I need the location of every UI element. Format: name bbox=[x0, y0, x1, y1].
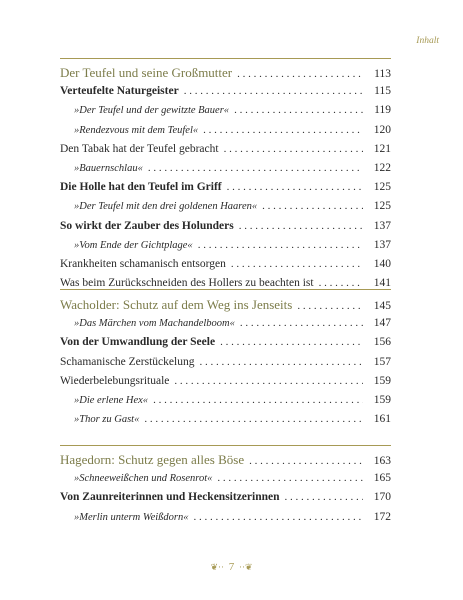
toc-entry[interactable] bbox=[60, 236, 391, 255]
toc-entry-title: »Das Märchen vom Machandelboom« bbox=[74, 318, 235, 330]
section-rule bbox=[60, 58, 391, 59]
toc-entry[interactable] bbox=[60, 469, 391, 488]
toc-entry[interactable] bbox=[60, 197, 391, 216]
dot-leader bbox=[239, 217, 363, 236]
toc-entry[interactable] bbox=[60, 255, 391, 274]
toc-entry-title: Hagedorn: Schutz gegen alles Böse bbox=[60, 452, 245, 467]
toc-entry-page: 159 bbox=[373, 393, 391, 406]
toc-section bbox=[60, 63, 391, 293]
toc-entry-title: Die Holle hat den Teufel im Griff bbox=[60, 181, 222, 194]
dot-leader bbox=[153, 391, 363, 410]
toc-entry[interactable] bbox=[60, 178, 391, 197]
ornament-left-icon: ❦·· bbox=[210, 562, 224, 572]
toc-entry-title: Wacholder: Schutz auf dem Weg ins Jenseits bbox=[60, 297, 293, 312]
dot-leader bbox=[224, 140, 363, 159]
toc-entry-page: 119 bbox=[374, 104, 391, 117]
toc-entry[interactable] bbox=[60, 508, 391, 527]
toc-entry-page: 122 bbox=[373, 161, 391, 174]
toc-entry[interactable] bbox=[60, 140, 391, 159]
toc-entry-title: Was beim Zurückschneiden des Hollers zu beachten ist bbox=[60, 277, 314, 290]
toc-entry[interactable] bbox=[60, 159, 391, 178]
toc-entry-title: So wirkt der Zauber des Holunders bbox=[60, 219, 234, 232]
toc-section bbox=[60, 295, 391, 429]
toc-entry-page: 113 bbox=[374, 68, 391, 80]
toc-entry-page: 172 bbox=[373, 510, 391, 523]
toc-entry-page: 140 bbox=[373, 257, 391, 270]
page-folio bbox=[0, 561, 463, 573]
toc-entry-page: 161 bbox=[373, 413, 391, 426]
toc-entry-title: Wiederbelebungsrituale bbox=[60, 374, 170, 387]
toc-entry[interactable] bbox=[60, 410, 391, 429]
toc-section bbox=[60, 450, 391, 527]
toc-entry-page: 121 bbox=[373, 142, 391, 155]
toc-entry[interactable] bbox=[60, 295, 391, 314]
toc-entry-title: »Merlin unterm Weißdorn« bbox=[74, 511, 189, 523]
toc-entry-title: »Die erlene Hex« bbox=[74, 394, 149, 406]
dot-leader bbox=[240, 314, 363, 333]
dot-leader bbox=[198, 236, 363, 255]
toc-entry-page: 141 bbox=[373, 277, 391, 290]
toc-entry-page: 159 bbox=[373, 374, 391, 387]
dot-leader bbox=[319, 274, 363, 293]
dot-leader bbox=[148, 159, 363, 178]
toc-entry-page: 115 bbox=[374, 85, 391, 98]
toc-entry[interactable] bbox=[60, 314, 391, 333]
dot-leader bbox=[285, 488, 364, 507]
toc-entry[interactable] bbox=[60, 217, 391, 236]
toc-entry-page: 163 bbox=[373, 455, 391, 467]
toc-entry[interactable] bbox=[60, 101, 391, 120]
toc-entry-title: Schamanische Zerstückelung bbox=[60, 355, 195, 368]
dot-leader bbox=[234, 101, 363, 120]
toc-entry-page: 170 bbox=[373, 491, 391, 504]
toc-entry-page: 137 bbox=[373, 238, 391, 251]
toc-entry-title: Verteufelte Naturgeister bbox=[60, 85, 179, 98]
toc-entry-title: Krankheiten schamanisch entsorgen bbox=[60, 257, 226, 270]
toc-entry-page: 137 bbox=[373, 219, 391, 232]
running-head: Inhalt bbox=[416, 36, 439, 46]
toc-entry[interactable] bbox=[60, 372, 391, 391]
toc-entry[interactable] bbox=[60, 63, 391, 82]
dot-leader bbox=[217, 469, 363, 488]
toc-entry[interactable] bbox=[60, 121, 391, 140]
dot-leader bbox=[231, 255, 363, 274]
toc-entry-title: Von Zaunreiterinnen und Heckensitzerinnen bbox=[60, 491, 280, 504]
toc-entry-title: »Der Teufel und der gewitzte Bauer« bbox=[74, 105, 230, 117]
dot-leader bbox=[194, 508, 363, 527]
toc-entry[interactable] bbox=[60, 353, 391, 372]
toc-entry[interactable] bbox=[60, 82, 391, 101]
toc-entry-page: 156 bbox=[373, 336, 391, 349]
toc-entry-page: 125 bbox=[373, 200, 391, 213]
toc-entry-title: »Bauernschlau« bbox=[74, 162, 143, 174]
toc-entry[interactable] bbox=[60, 450, 391, 469]
toc-entry[interactable] bbox=[60, 488, 391, 507]
dot-leader bbox=[227, 178, 363, 197]
toc-entry-title: »Thor zu Gast« bbox=[74, 414, 140, 426]
toc-entry-title: Von der Umwandlung der Seele bbox=[60, 336, 216, 349]
toc-entry-title: »Der Teufel mit den drei goldenen Haaren« bbox=[74, 201, 258, 213]
toc-entry[interactable] bbox=[60, 333, 391, 352]
dot-leader bbox=[220, 333, 363, 352]
dot-leader bbox=[262, 197, 363, 216]
dot-leader bbox=[184, 82, 363, 101]
toc-entry-page: 145 bbox=[373, 300, 391, 312]
toc-entry-page: 125 bbox=[373, 181, 391, 194]
toc-entry-page: 120 bbox=[373, 123, 391, 136]
section-rule bbox=[60, 445, 391, 446]
toc-entry-page: 165 bbox=[373, 472, 391, 485]
toc-entry-title: Der Teufel und seine Großmutter bbox=[60, 65, 233, 80]
toc-entry[interactable] bbox=[60, 391, 391, 410]
toc-entry-title: »Vom Ende der Gichtplage« bbox=[74, 239, 193, 251]
toc-entry-title: Den Tabak hat der Teufel gebracht bbox=[60, 142, 219, 155]
page-number: 7 bbox=[228, 561, 235, 573]
ornament-right-icon: ··❦ bbox=[239, 562, 253, 572]
toc-entry-title: »Rendezvous mit dem Teufel« bbox=[74, 124, 199, 136]
toc-entry-page: 147 bbox=[373, 317, 391, 330]
dot-leader bbox=[199, 353, 363, 372]
dot-leader bbox=[174, 372, 363, 391]
toc-entry-page: 157 bbox=[373, 355, 391, 368]
toc-entry[interactable] bbox=[60, 274, 391, 293]
dot-leader bbox=[203, 121, 363, 140]
toc-entry-title: »Schneeweißchen und Rosenrot« bbox=[74, 473, 213, 485]
dot-leader bbox=[144, 410, 363, 429]
